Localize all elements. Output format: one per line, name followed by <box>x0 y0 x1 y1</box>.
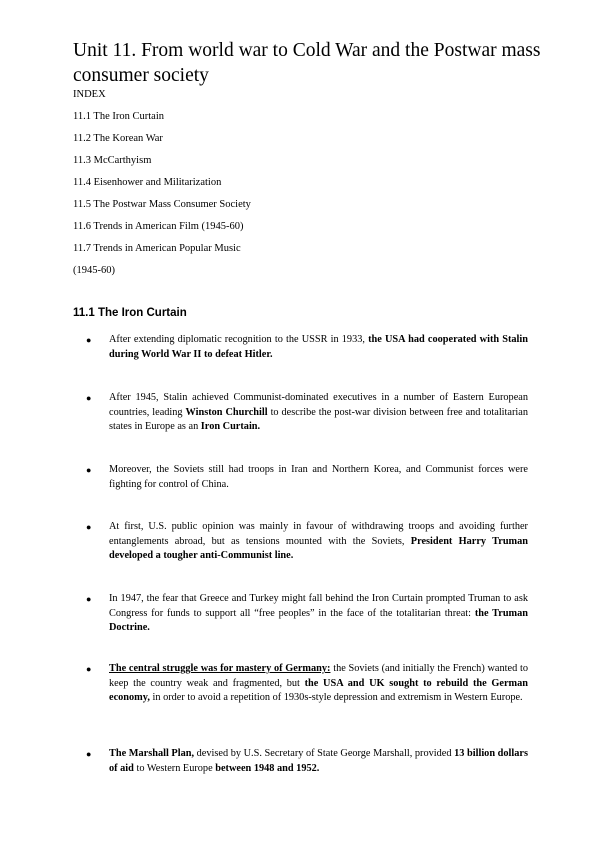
page-title: Unit 11. From world war to Cold War and the Postwar mass consumer society <box>73 40 541 86</box>
bullet-item <box>86 463 528 492</box>
bullet-item <box>86 333 529 362</box>
bullet-icon: ● <box>86 393 92 403</box>
bullet-icon: ● <box>86 749 92 759</box>
bullet-text: At first, U.S. public opinion was mainly in favour of withdrawing troops and avoiding further entanglements abroad, but as tensions mounted with the Soviets, President Harry Truman developed a tougher anti-Communist line. <box>109 521 528 561</box>
bullet-item <box>86 592 529 636</box>
bullet-text: Moreover, the Soviets still had troops in Iran and Northern Korea, and Communist forces were fighting for control of China. <box>109 464 528 490</box>
bullet-text: The central struggle was for mastery of Germany: the Soviets (and initially the French) wanted to keep the country weak and fragmented, but the USA and UK sought to rebuild the German economy, in order to avoid a repetition of 1930s-style depression and extremism in Western Europe. <box>109 663 528 703</box>
toc-item: (1945-60) <box>73 265 115 276</box>
toc-item: 11.7 Trends in American Popular Music <box>73 243 241 254</box>
bullet-icon: ● <box>86 664 92 674</box>
bullet-item <box>86 391 528 435</box>
table-of-contents <box>73 108 251 284</box>
toc-item: 11.6 Trends in American Film (1945-60) <box>73 221 244 232</box>
toc-item: 11.1 The Iron Curtain <box>73 111 164 122</box>
toc-item: 11.2 The Korean War <box>73 133 163 144</box>
bullet-text: In 1947, the fear that Greece and Turkey might fall behind the Iron Curtain prompted Truman to ask Congress for funds to support all “free peoples” in the face of the totalitarian threat: the Truman Doctrine. <box>109 593 529 633</box>
bullet-text: The Marshall Plan, devised by U.S. Secretary of State George Marshall, provided 13 billion dollars of aid to Western Europe between 1948 and 1952. <box>109 748 528 774</box>
bullet-text: After 1945, Stalin achieved Communist-dominated executives in a number of Eastern European countries, leading Winston Churchill to describe the post-war division between free and totalitarian states in Europe as an Iron Curtain. <box>109 392 528 432</box>
toc-item: 11.5 The Postwar Mass Consumer Society <box>73 199 251 210</box>
toc-item: 11.3 McCarthyism <box>73 155 152 166</box>
bullet-icon: ● <box>86 465 92 475</box>
bullet-icon: ● <box>86 522 92 532</box>
section-heading: 11.1 The Iron Curtain <box>73 307 187 319</box>
bullet-text: After extending diplomatic recognition to the USSR in 1933, the USA had cooperated with Stalin during World War II to defeat Hitler. <box>109 334 529 360</box>
toc-item: 11.4 Eisenhower and Militarization <box>73 177 222 188</box>
bullet-item <box>86 747 528 776</box>
bullet-item <box>86 520 528 564</box>
index-label: INDEX <box>73 89 106 100</box>
bullet-icon: ● <box>86 335 92 345</box>
bullet-icon: ● <box>86 594 92 604</box>
bullet-item <box>86 662 528 706</box>
